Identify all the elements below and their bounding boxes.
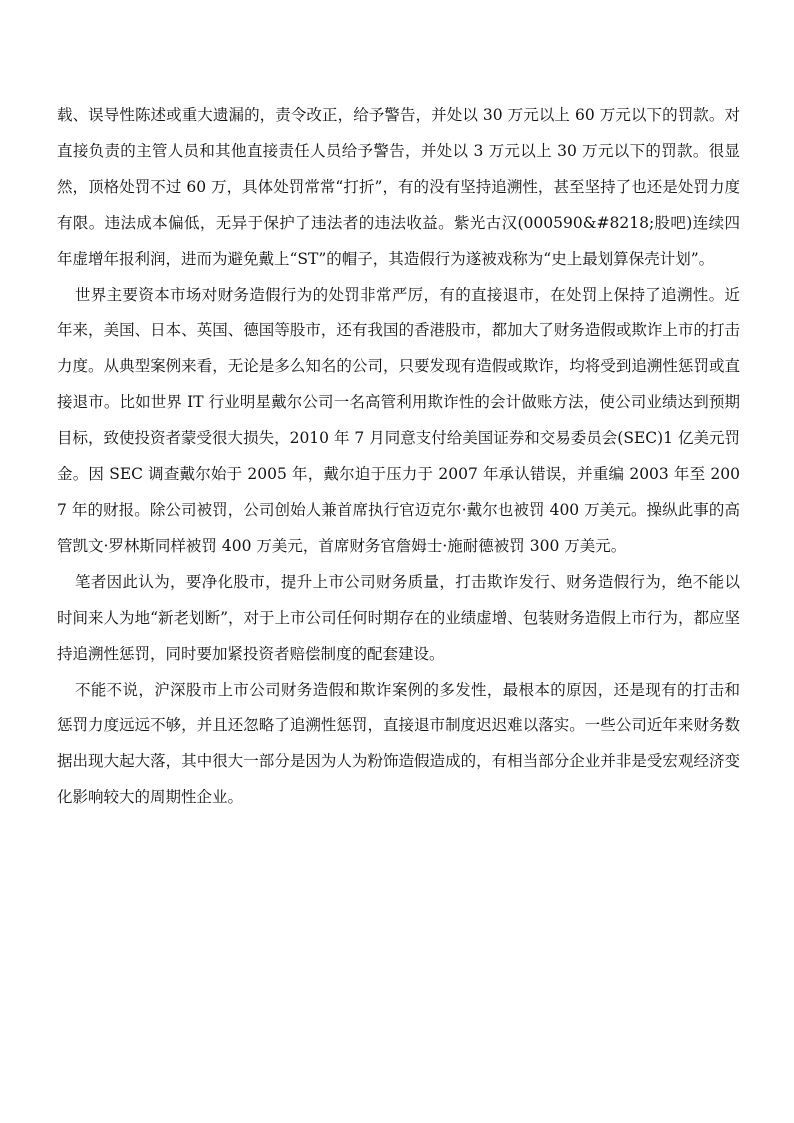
paragraph-4: 不能不说，沪深股市上市公司财务造假和欺诈案例的多发性，最根本的原因，还是现有的打击和惩罚力度远远不够，并且还忽略了追溯性惩罚，直接退市制度迟迟难以落实。一些公司近年来财务数据出现大起大落，其中很大一部分是因为人为粉饰造假造成的，有相当部分企业并非是受宏观经济变化影响较大的周期性企业。 <box>57 680 740 807</box>
paragraph-2: 世界主要资本市场对财务造假行为的处罚非常严厉，有的直接退市，在处罚上保持了追溯性。近年来，美国、日本、英国、德国等股市，还有我国的香港股市，都加大了财务造假或欺诈上市的打击力度。从典型案例来看，无论是多么知名的公司，只要发现有造假或欺诈，均将受到追溯性惩罚或直接退市。比如世界 IT 行业明星戴尔公司一名高管利用欺诈性的会计做账方法，使公司业绩达到预期目标，致使投资者蒙受很大损失，2010 年 7 月同意支付给美国证券和交易委员会(SEC)1 亿美元罚金。因 SEC 调查戴尔始于 2005 年，戴尔迫于压力于 2007 年承认错误，并重编 2003 年至 2007 年的财报。除公司被罚，公司创始人兼首席执行官迈克尔·戴尔也被罚 400 万美元。操纵此事的高管凯文·罗林斯同样被罚 400 万美元，首席财务官詹姆士·施耐德被罚 300 万美元。 <box>57 285 740 555</box>
document-body <box>57 98 740 816</box>
paragraph-3: 笔者因此认为，要净化股市，提升上市公司财务质量，打击欺诈发行、财务造假行为，绝不能以时间来人为地“新老划断”，对于上市公司任何时期存在的业绩虚增、包装财务造假上市行为，都应坚持追溯性惩罚，同时要加紧投资者赔偿制度的配套建设。 <box>57 572 740 663</box>
paragraph-1: 载、误导性陈述或重大遗漏的，责令改正，给予警告，并处以 30 万元以上 60 万元以下的罚款。对直接负责的主管人员和其他直接责任人员给予警告，并处以 3 万元以上 30 万元以下的罚款。很显然，顶格处罚不过 60 万，具体处罚常常“打折”，有的没有坚持追溯性，甚至坚持了也还是处罚力度有限。违法成本偏低，无异于保护了违法者的违法收益。紫光古汉(000590&#8218;股吧)连续四年虚增年报利润，进而为避免戴上“ST”的帽子，其造假行为遂被戏称为“史上最划算保壳计划”。 <box>57 106 740 268</box>
